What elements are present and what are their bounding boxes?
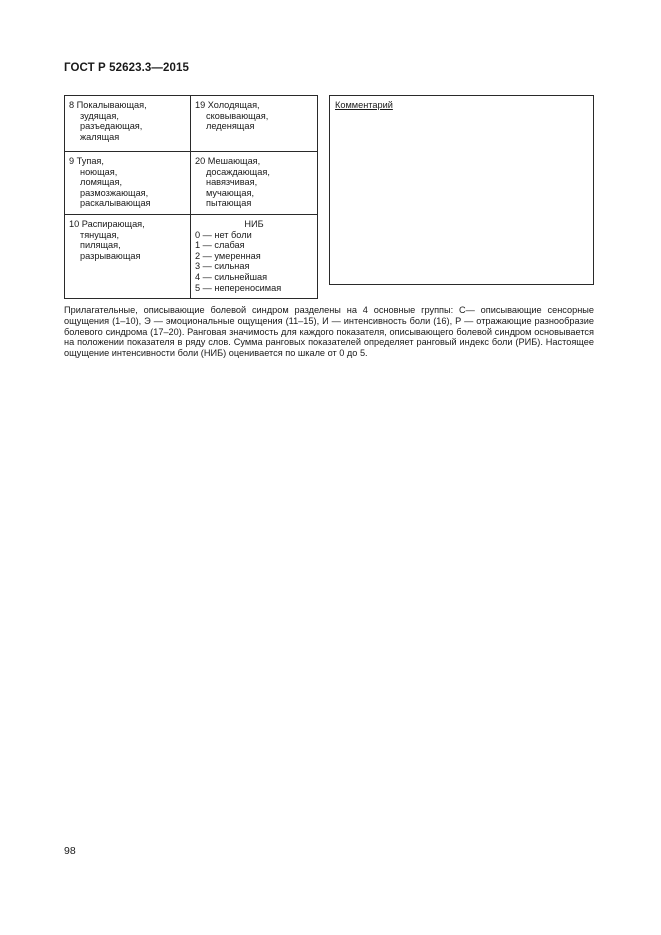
descriptor-word: мучающая, bbox=[206, 187, 254, 198]
descriptor-word: раскалывающая bbox=[80, 198, 151, 209]
descriptor-word: ломящая, bbox=[80, 177, 123, 188]
pain-descriptor-table bbox=[64, 95, 318, 299]
descriptor-word: жалящая bbox=[80, 131, 120, 142]
document-header: ГОСТ Р 52623.3—2015 bbox=[64, 62, 189, 74]
explanatory-note: Прилагательные, описывающие болевой синдром разделены на 4 основные группы: С— описывающие сенсорные ощущения (1–10), Э — эмоциональные ощущения (11–15), И — интенсивность боли (16), Р — отражающие разнообразие болевого синдрома (17–20). Ранговая значимость для каждого показателя, описывающего болевой синдром основывается на положении показателя в ряду слов. Сумма ранговых показателей определяет ранговый индекс боли (РИБ). Настоящее ощущение интенсивности боли (НИБ) оценивается по шкале от 0 до 5. bbox=[64, 305, 594, 359]
descriptor-word: размозжающая, bbox=[80, 187, 149, 198]
descriptor-cell-10 bbox=[65, 214, 191, 298]
nib-level: 1 — слабая bbox=[195, 240, 245, 251]
descriptor-cell-8 bbox=[65, 96, 191, 152]
descriptor-cell-20 bbox=[191, 152, 318, 215]
comment-box bbox=[329, 95, 594, 285]
comment-label: Комментарий bbox=[335, 100, 393, 110]
table-row bbox=[65, 96, 318, 152]
nib-level: 3 — сильная bbox=[195, 261, 250, 272]
descriptor-head: 9 Тупая, bbox=[69, 156, 104, 166]
descriptor-word: пытающая bbox=[206, 198, 252, 209]
descriptor-word: пилящая, bbox=[80, 240, 121, 251]
descriptor-word: тянущая, bbox=[80, 229, 120, 240]
descriptor-head: 20 Мешающая, bbox=[195, 156, 261, 166]
descriptor-head: 19 Холодящая, bbox=[195, 100, 260, 110]
table-row bbox=[65, 214, 318, 298]
descriptor-word: навязчивая, bbox=[206, 177, 258, 188]
nib-scale-cell bbox=[191, 214, 318, 298]
descriptor-cell-9 bbox=[65, 152, 191, 215]
nib-level: 5 — непереносимая bbox=[195, 282, 282, 293]
descriptor-word: ноющая, bbox=[80, 166, 118, 177]
nib-level: 4 — сильнейшая bbox=[195, 271, 268, 282]
descriptor-cell-19 bbox=[191, 96, 318, 152]
nib-title: НИБ bbox=[244, 218, 264, 229]
descriptor-word: леденящая bbox=[206, 121, 255, 132]
nib-level: 2 — умеренная bbox=[195, 250, 261, 261]
descriptor-word: сковывающая, bbox=[206, 110, 269, 121]
descriptor-head: 10 Распирающая, bbox=[69, 218, 145, 229]
page-number: 98 bbox=[64, 845, 76, 857]
table-row bbox=[65, 152, 318, 215]
descriptor-word: разрывающая bbox=[80, 250, 141, 261]
nib-level: 0 — нет боли bbox=[195, 229, 252, 240]
descriptor-word: досаждающая, bbox=[206, 166, 270, 177]
descriptor-head: 8 Покалывающая, bbox=[69, 100, 147, 110]
descriptor-word: разъедающая, bbox=[80, 121, 143, 132]
descriptor-word: зудящая, bbox=[80, 110, 119, 121]
